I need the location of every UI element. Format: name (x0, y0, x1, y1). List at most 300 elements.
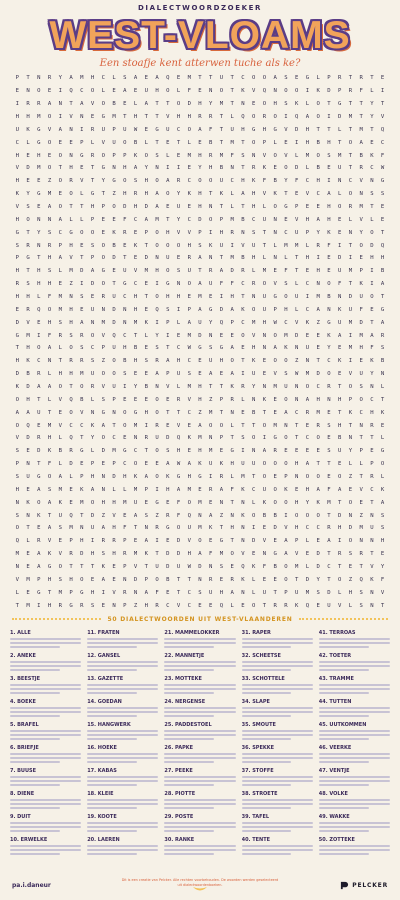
grid-cell: Q (219, 319, 224, 326)
grid-cell: E (166, 422, 170, 429)
grid-cell: L (101, 88, 105, 95)
grid-cell: P (230, 319, 234, 326)
grid-cell: A (144, 101, 148, 108)
grid-cell: E (47, 88, 52, 95)
definition-text-line (10, 738, 60, 740)
grid-cell: Z (348, 473, 353, 480)
grid-cell: B (380, 268, 385, 275)
grid-cell: O (101, 101, 105, 108)
grid-cell: R (15, 281, 20, 288)
grid-cell: D (348, 293, 353, 300)
grid-cell: U (294, 229, 299, 236)
definition-entry (164, 630, 235, 648)
grid-cell: R (359, 551, 363, 558)
grid-cell: C (348, 178, 353, 185)
grid-cell: H (15, 486, 20, 493)
definition-text-line (164, 807, 214, 809)
grid-cell: O (294, 88, 299, 95)
grid-cell: O (37, 499, 41, 506)
grid-cell: O (273, 203, 277, 210)
grid-cell: L (230, 422, 234, 429)
grid-cell: H (337, 396, 342, 403)
grid-cell: O (176, 242, 181, 249)
grid-cell: H (26, 113, 30, 120)
grid-cell: A (90, 268, 95, 275)
grid-cell: S (58, 576, 63, 583)
grid-cell: K (47, 448, 52, 455)
grid-cell: O (90, 229, 95, 236)
grid-cell: E (144, 371, 148, 378)
grid-cell: P (58, 242, 63, 249)
grid-cell: A (47, 383, 52, 390)
grid-cell: F (284, 268, 288, 275)
grid-cell: E (337, 371, 342, 378)
grid-cell: E (284, 448, 288, 455)
grid-cell: P (112, 461, 116, 468)
definition-text-line (319, 849, 390, 851)
grid-cell: M (316, 409, 320, 416)
grid-cell: T (69, 101, 73, 108)
grid-cell: F (187, 88, 191, 95)
grid-cell: M (284, 242, 288, 249)
grid-cell: R (316, 422, 320, 429)
grid-cell: M (348, 113, 353, 120)
grid-cell: O (155, 242, 159, 249)
grid-cell: O (273, 486, 277, 493)
grid-cell: T (294, 576, 299, 583)
grid-cell: D (166, 551, 170, 558)
grid-cell: L (348, 216, 353, 223)
definition-text-line (10, 688, 81, 690)
grid-cell: T (370, 126, 374, 133)
definition-entry (164, 837, 235, 855)
grid-cell: U (133, 499, 138, 506)
grid-cell: O (230, 358, 234, 365)
definition-text-line (319, 803, 390, 805)
grid-cell: B (327, 293, 331, 300)
grid-cell: E (187, 448, 191, 455)
grid-cell: E (241, 345, 245, 352)
definition-entry (87, 814, 158, 832)
grid-cell: N (101, 473, 105, 480)
definition-entry (87, 676, 158, 694)
grid-cell: T (80, 203, 84, 210)
grid-cell: T (316, 358, 320, 365)
definition-term: 6. BRIEFJE (10, 745, 39, 751)
poster-kicker: DIALECTWOORDZOEKER (137, 4, 262, 12)
grid-cell: H (252, 191, 256, 198)
definition-entry (242, 653, 313, 671)
grid-cell: E (273, 473, 277, 480)
grid-cell: U (262, 306, 267, 313)
grid-cell: H (123, 473, 127, 480)
grid-cell: E (305, 448, 310, 455)
grid-cell: T (316, 461, 320, 468)
definition-text-line (242, 784, 292, 786)
grid-cell: E (144, 345, 148, 352)
grid-cell: K (144, 551, 148, 558)
grid-cell: B (273, 178, 277, 185)
grid-cell: O (90, 88, 95, 95)
grid-cell: S (198, 589, 202, 596)
grid-cell: V (58, 422, 63, 429)
grid-cell: R (58, 332, 63, 339)
grid-cell: P (262, 139, 267, 146)
grid-cell: M (273, 383, 277, 390)
grid-cell: F (47, 461, 52, 468)
grid-cell: I (252, 525, 256, 532)
grid-cell: U (359, 371, 363, 378)
grid-cell: I (284, 512, 288, 519)
grid-cell: B (241, 216, 245, 223)
grid-cell: T (294, 255, 299, 262)
definition-text-line (87, 761, 137, 763)
definition-text-line (242, 826, 313, 828)
grid-cell: G (37, 473, 41, 480)
grid-cell: K (380, 409, 385, 416)
definition-text-line (87, 688, 158, 690)
grid-cell: N (316, 281, 320, 288)
grid-cell: U (176, 203, 181, 210)
grid-cell: C (69, 422, 73, 429)
definition-text-line (164, 799, 235, 801)
grid-cell: C (166, 602, 170, 609)
grid-cell: H (187, 473, 191, 480)
grid-cell: F (380, 152, 385, 159)
grid-cell: V (15, 203, 20, 210)
grid-cell: N (252, 152, 256, 159)
grid-cell: Q (69, 435, 73, 442)
grid-cell: E (47, 152, 52, 159)
grid-cell: H (262, 319, 267, 326)
grid-cell: K (252, 178, 256, 185)
grid-cell: K (327, 229, 331, 236)
grid-cell: W (187, 563, 191, 570)
grid-cell: V (252, 332, 256, 339)
grid-cell: S (58, 319, 63, 326)
grid-cell: E (112, 216, 116, 223)
grid-cell: H (359, 345, 363, 352)
grid-cell: T (90, 165, 95, 172)
definition-entry (319, 768, 390, 786)
grid-cell: O (316, 512, 320, 519)
grid-cell: G (80, 589, 84, 596)
definition-entry (319, 630, 390, 648)
definition-text-line (164, 688, 235, 690)
grid-cell: O (252, 113, 256, 120)
grid-cell: I (155, 319, 159, 326)
grid-cell: H (209, 165, 213, 172)
grid-cell: T (198, 268, 202, 275)
definition-entry (164, 745, 235, 763)
grid-cell: A (101, 422, 105, 429)
grid-cell: E (273, 396, 277, 403)
grid-cell: O (37, 345, 41, 352)
grid-cell: R (155, 525, 159, 532)
yellow-banana-icon (192, 886, 208, 892)
grid-cell: T (80, 255, 84, 262)
grid-cell: H (90, 75, 95, 82)
grid-cell: G (80, 152, 84, 159)
grid-cell: Q (305, 602, 310, 609)
grid-cell: R (90, 126, 95, 133)
grid-cell: H (69, 319, 73, 326)
grid-cell: E (198, 358, 202, 365)
grid-cell: N (327, 396, 331, 403)
grid-cell: E (262, 576, 267, 583)
grid-cell: N (230, 165, 234, 172)
grid-cell: E (26, 486, 30, 493)
grid-cell: U (348, 306, 353, 313)
grid-cell: M (348, 268, 353, 275)
grid-cell: T (133, 525, 138, 532)
grid-cell: F (327, 486, 331, 493)
grid-cell: O (284, 165, 288, 172)
grid-cell: B (133, 139, 138, 146)
grid-cell: D (101, 448, 105, 455)
grid-cell: D (327, 589, 331, 596)
grid-cell: Y (305, 499, 310, 506)
grid-cell: D (15, 319, 20, 326)
grid-cell: N (262, 345, 267, 352)
grid-cell: A (327, 538, 331, 545)
grid-cell: L (273, 139, 277, 146)
definition-entry (10, 653, 81, 671)
grid-cell: U (337, 319, 342, 326)
grid-cell: K (219, 461, 224, 468)
grid-cell: U (15, 126, 20, 133)
grid-cell: P (284, 589, 288, 596)
grid-cell: C (241, 75, 245, 82)
grid-cell: A (209, 371, 213, 378)
grid-cell: N (273, 229, 277, 236)
grid-cell: V (305, 191, 310, 198)
grid-cell: H (380, 538, 385, 545)
grid-cell: G (123, 281, 127, 288)
grid-cell: H (15, 216, 20, 223)
grid-cell: D (26, 165, 30, 172)
grid-cell: S (219, 563, 224, 570)
grid-cell: E (58, 191, 63, 198)
definition-term: 2. ANEKE (10, 653, 36, 659)
grid-cell: O (348, 383, 353, 390)
grid-cell: E (112, 563, 116, 570)
grid-cell: T (370, 435, 374, 442)
grid-cell: A (47, 345, 52, 352)
grid-cell: V (58, 396, 63, 403)
grid-cell: R (176, 178, 181, 185)
grid-cell: H (370, 255, 374, 262)
grid-cell: N (112, 409, 116, 416)
definition-text-line (10, 803, 81, 805)
grid-cell: O (273, 358, 277, 365)
grid-cell: D (176, 538, 181, 545)
grid-cell: H (316, 396, 320, 403)
definition-text-line (319, 738, 369, 740)
grid-cell: H (15, 113, 20, 120)
grid-cell: A (262, 448, 267, 455)
grid-cell: A (155, 75, 159, 82)
grid-cell: B (58, 448, 63, 455)
definition-text-line (242, 738, 292, 740)
grid-cell: C (316, 383, 320, 390)
grid-cell: V (112, 512, 116, 519)
definition-text-line (319, 784, 369, 786)
grid-cell: E (305, 551, 310, 558)
grid-cell: V (176, 229, 181, 236)
grid-cell: A (380, 319, 385, 326)
grid-cell: O (370, 293, 374, 300)
definition-text-line (319, 730, 390, 732)
grid-cell: O (155, 409, 159, 416)
grid-cell: S (133, 178, 138, 185)
grid-cell: S (284, 75, 288, 82)
grid-cell: O (155, 448, 159, 455)
definition-entry (164, 722, 235, 740)
grid-cell: A (230, 306, 234, 313)
grid-cell: N (112, 602, 116, 609)
definition-entry (319, 722, 390, 740)
grid-cell: A (155, 191, 159, 198)
definition-text-line (319, 661, 390, 663)
grid-cell: O (123, 139, 127, 146)
grid-cell: U (241, 461, 245, 468)
grid-cell: S (284, 371, 288, 378)
grid-cell: T (327, 512, 331, 519)
grid-cell: O (316, 435, 320, 442)
grid-cell: L (58, 435, 63, 442)
grid-cell: T (219, 139, 224, 146)
grid-cell: K (380, 486, 385, 493)
definition-term: 44. TUTTEN (318, 699, 352, 705)
grid-cell: O (101, 255, 105, 262)
grid-cell: L (380, 473, 385, 480)
grid-cell: N (273, 216, 277, 223)
grid-cell: N (69, 152, 73, 159)
grid-cell: G (37, 589, 41, 596)
grid-cell: T (370, 203, 374, 210)
grid-cell: T (327, 551, 331, 558)
grid-cell: T (327, 461, 331, 468)
grid-cell: E (359, 499, 363, 506)
grid-cell: K (209, 242, 213, 249)
grid-cell: K (316, 499, 320, 506)
grid-cell: L (252, 589, 256, 596)
definition-text-line (242, 780, 313, 782)
grid-cell: F (123, 525, 127, 532)
grid-cell: Y (176, 191, 181, 198)
definition-entry (164, 768, 235, 786)
grid-cell: E (69, 486, 73, 493)
grid-cell: M (219, 152, 224, 159)
grid-cell: I (37, 602, 41, 609)
grid-cell: T (209, 191, 213, 198)
grid-cell: L (123, 486, 127, 493)
definition-text-line (242, 646, 292, 648)
grid-cell: T (230, 75, 234, 82)
grid-cell: O (58, 383, 63, 390)
grid-cell: A (198, 255, 202, 262)
grid-cell: F (262, 563, 267, 570)
grid-cell: M (15, 551, 20, 558)
grid-cell: K (198, 461, 202, 468)
definition-text-line (242, 761, 292, 763)
grid-cell: K (230, 383, 234, 390)
grid-cell: O (348, 191, 353, 198)
grid-cell: E (187, 422, 191, 429)
grid-cell: H (305, 255, 310, 262)
grid-cell: O (155, 293, 159, 300)
grid-cell: T (155, 139, 159, 146)
grid-cell: H (15, 268, 20, 275)
grid-cell: I (58, 88, 63, 95)
grid-cell: I (241, 448, 245, 455)
definition-text-line (87, 665, 158, 667)
grid-cell: L (294, 152, 299, 159)
grid-cell: G (273, 551, 277, 558)
grid-cell: H (133, 203, 138, 210)
grid-cell: R (370, 422, 374, 429)
grid-cell: Q (15, 538, 20, 545)
grid-cell: C (252, 216, 256, 223)
grid-cell: K (241, 306, 245, 313)
grid-cell: L (294, 306, 299, 313)
definition-term: 25. PADDESTOEL (164, 722, 212, 728)
grid-cell: R (241, 268, 245, 275)
grid-cell: K (15, 191, 20, 198)
definition-entry (10, 791, 81, 809)
grid-cell: N (219, 499, 224, 506)
grid-cell: T (101, 191, 105, 198)
grid-cell: O (15, 422, 20, 429)
grid-cell: U (327, 602, 331, 609)
definition-term: 50. ZOTTEKE (318, 837, 355, 843)
grid-cell: L (305, 242, 310, 249)
grid-cell: H (47, 281, 52, 288)
grid-cell: O (187, 499, 191, 506)
grid-cell: G (176, 473, 181, 480)
grid-cell: I (144, 422, 148, 429)
grid-cell: E (348, 563, 353, 570)
definition-entry (87, 791, 158, 809)
grid-cell: E (284, 139, 288, 146)
grid-cell: H (305, 126, 310, 133)
grid-cell: E (26, 448, 30, 455)
grid-cell: T (230, 538, 234, 545)
grid-cell: E (101, 602, 105, 609)
grid-cell: B (133, 345, 138, 352)
grid-cell: R (359, 75, 363, 82)
grid-cell: H (58, 371, 63, 378)
grid-cell: E (144, 306, 148, 313)
grid-cell: A (380, 499, 385, 506)
grid-cell: N (209, 563, 213, 570)
grid-cell: P (327, 75, 331, 82)
grid-cell: H (80, 538, 84, 545)
grid-cell: Q (155, 306, 159, 313)
grid-cell: H (69, 242, 73, 249)
definition-text-line (164, 753, 235, 755)
grid-cell: O (47, 473, 52, 480)
definition-text-line (87, 661, 158, 663)
grid-cell: E (305, 332, 310, 339)
grid-cell: M (305, 371, 310, 378)
grid-cell: T (273, 589, 277, 596)
grid-cell: E (198, 88, 202, 95)
grid-cell: K (144, 319, 148, 326)
grid-cell: I (155, 486, 159, 493)
grid-cell: A (47, 499, 52, 506)
